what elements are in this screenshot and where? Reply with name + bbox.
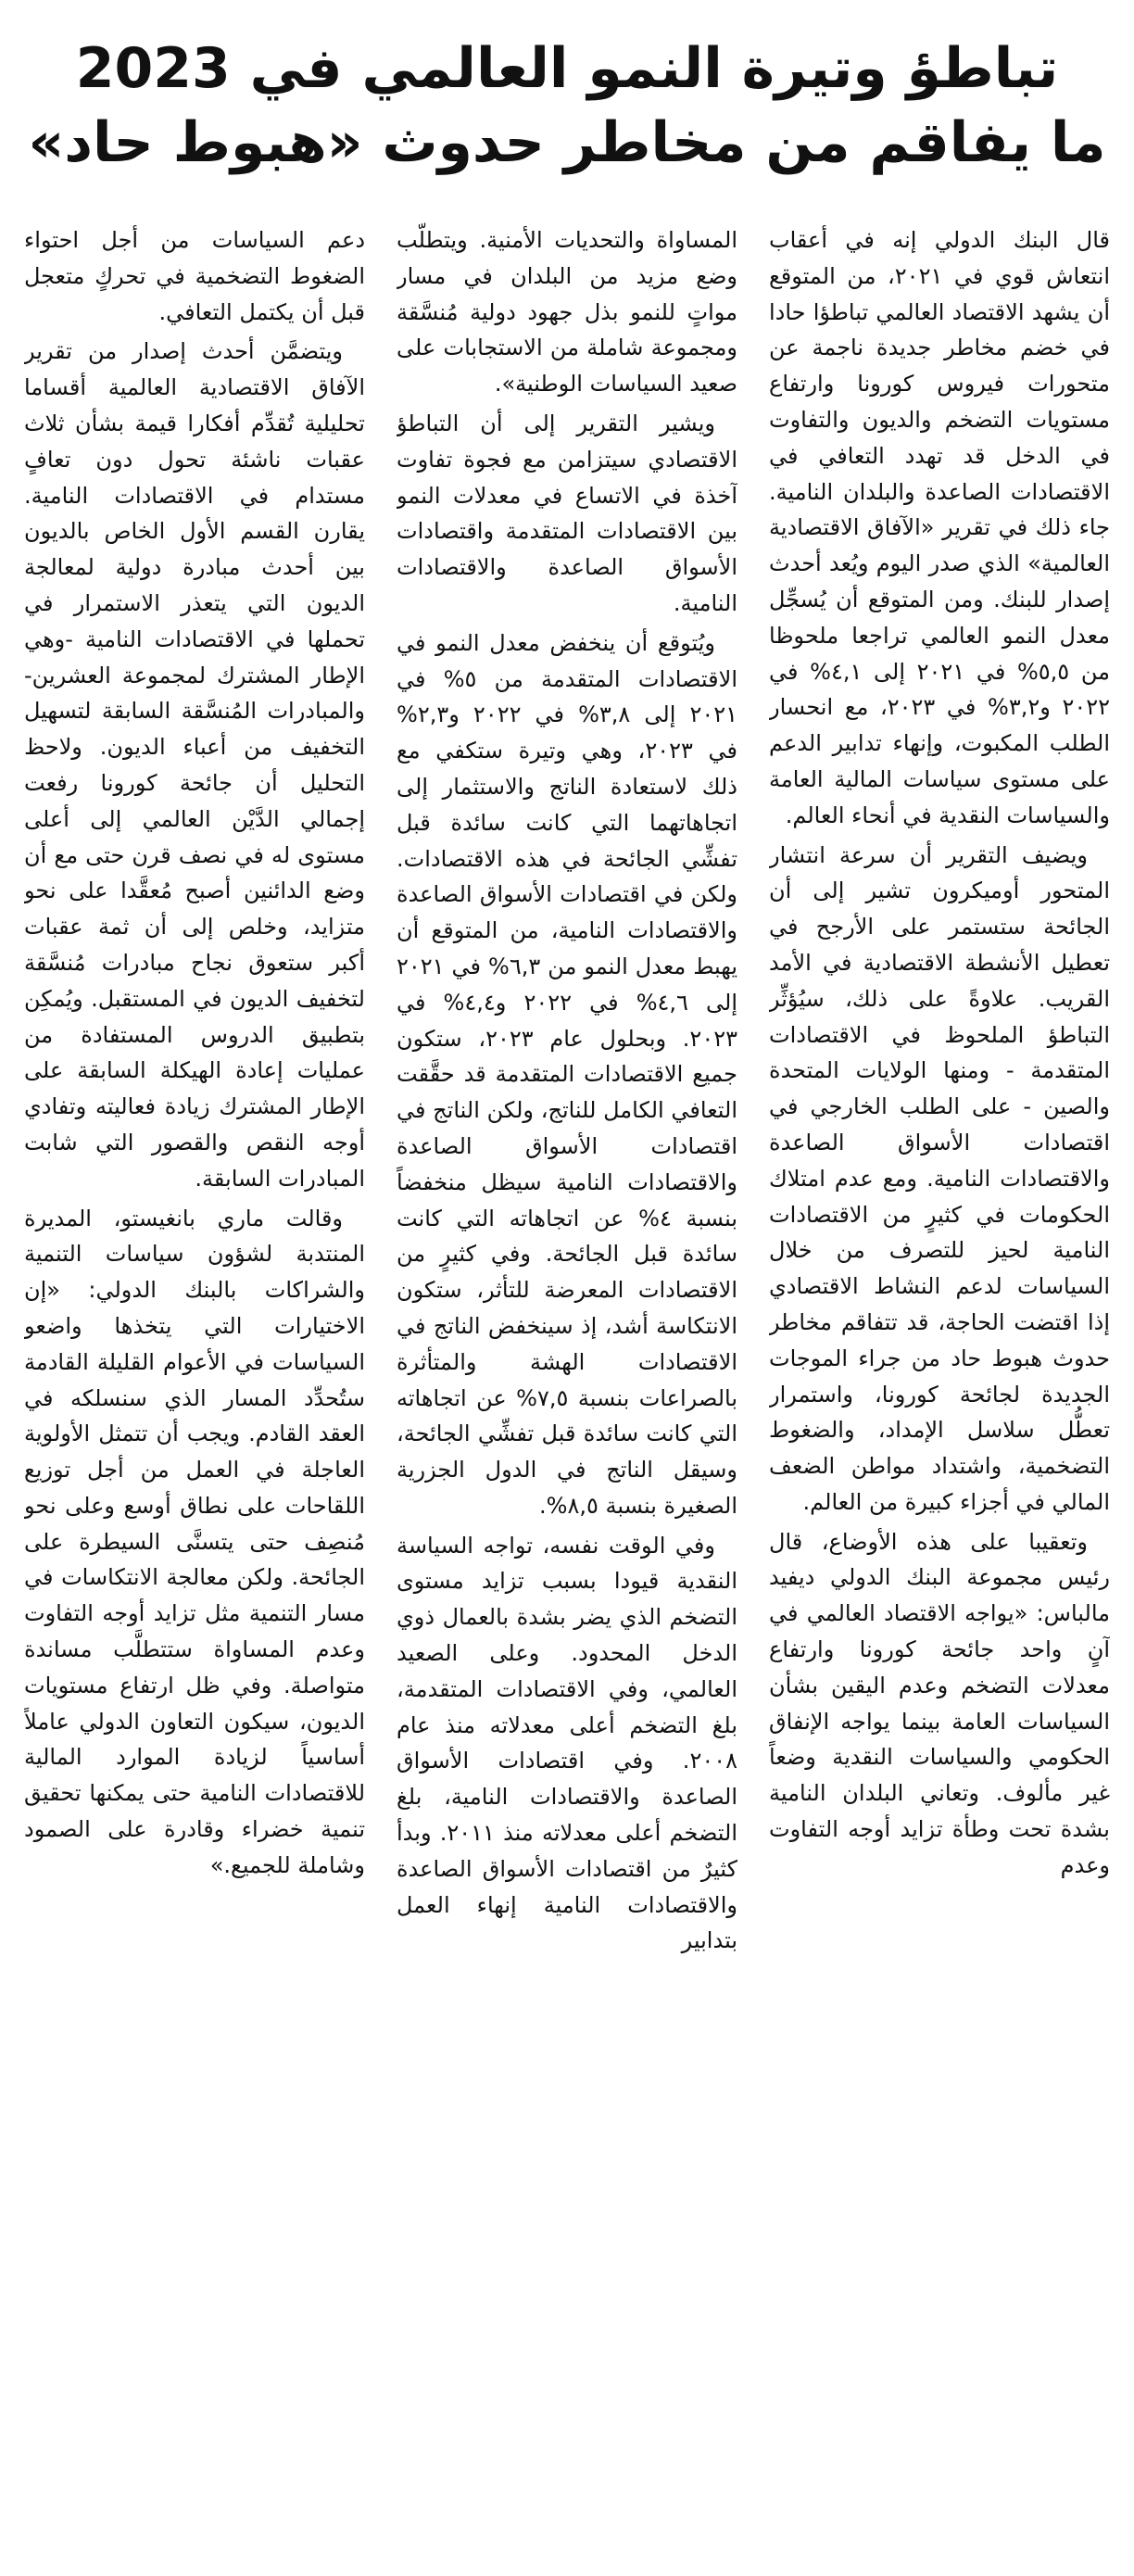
column-left: [24, 222, 365, 2557]
headline-line-1: تباطؤ وتيرة النمو العالمي في 2023: [75, 36, 1059, 101]
paragraph: المساواة والتحديات الأمنية. ويتطلَّب وضع مزيد من البلدان في مسار مواتٍ للنمو بذل جهود دولية مُنسَّقة ومجموعة شاملة من الاستجابات على صعيد السياسات الوطنية».: [397, 227, 737, 398]
column-middle: [397, 222, 737, 2557]
headline-line-2: ما يفاقم من مخاطر حدوث «هبوط حاد»: [28, 110, 1106, 175]
paragraph: ويتضمَّن أحدث إصدار من تقرير الآفاق الاقتصادية العالمية أقساما تحليلية تُقدِّم أفكارا قيمة بشأن ثلاث عقبات ناشئة تحول دون تعافٍ مستدام في الاقتصادات النامية. يقارن القسم الأول الخاص بالديون بين أحدث مبادرة دولية لمعالجة الديون التي يتعذر الاستمرار في تحملها في الاقتصادات النامية -وهي الإطار المشترك لمجموعة العشرين- والمبادرات المُنسَّقة السابقة لتسهيل التخفيف من أعباء الديون. ولاحظ التحليل أن جائحة كورونا رفعت إجمالي الدَّيْن العالمي إلى أعلى مستوى له في نصف قرن حتى مع أن وضع الدائنين أصبح مُعقَّدا على نحو متزايد، وخلص إلى أن ثمة عقبات أكبر ستعوق نجاح مبادرات مُنسَّقة لتخفيف الديون في المستقبل. ويُمكِن بتطبيق الدروس المستفادة من عمليات إعادة الهيكلة السابقة على الإطار المشترك زيادة فعاليته وتفادي أوجه النقص والقصور التي شابت المبادرات السابقة.: [24, 338, 365, 1192]
paragraph: ويشير التقرير إلى أن التباطؤ الاقتصادي سيتزامن مع فجوة تفاوت آخذة في الاتساع في معدلات النمو بين الاقتصادات المتقدمة واقتصادات الأسواق الصاعدة والاقتصادات النامية.: [397, 410, 737, 616]
paragraph: دعم السياسات من أجل احتواء الضغوط التضخمية في تحركٍ متعجل قبل أن يكتمل التعافي.: [24, 227, 365, 325]
article-headline: [24, 0, 1110, 180]
paragraph: وتعقيبا على هذه الأوضاع، قال رئيس مجموعة البنك الدولي ديفيد مالباس: «يواجه الاقتصاد العالمي في آنٍ واحد جائحة كورونا وارتفاع معدلات التضخم وعدم اليقين بشأن السياسات العامة بينما يواجه الإنفاق الحكومي والسياسات النقدية وضعاً غير مألوف. وتعاني البلدان النامية بشدة تحت وطأة تزايد أوجه التفاوت وعدم: [769, 1528, 1110, 1878]
paragraph: قال البنك الدولي إنه في أعقاب انتعاش قوي في ٢٠٢١، من المتوقع أن يشهد الاقتصاد العالمي تباطؤا حادا في خضم مخاطر جديدة ناجمة عن متحورات فيروس كورونا وارتفاع مستويات التضخم والديون والتفاوت في الدخل قد تهدد التعافي في الاقتصادات الصاعدة والبلدان النامية. جاء ذلك في تقرير «الآفاق الاقتصادية العالمية» الذي صدر اليوم ويُعد أحدث إصدار للبنك. ومن المتوقع أن يُسجِّل معدل النمو العالمي تراجعا ملحوظا من ٥,٥% في ٢٠٢١ إلى ٤,١% في ٢٠٢٢ و٣,٢% في ٢٠٢٣، مع انحسار الطلب المكبوت، وإنهاء تدابير الدعم على مستوى سياسات المالية العامة والسياسات النقدية في أنحاء العالم.: [769, 227, 1110, 828]
column-right: [769, 222, 1110, 2557]
paragraph: ويُتوقع أن ينخفض معدل النمو في الاقتصادات المتقدمة من ٥% في ٢٠٢١ إلى ٣,٨% في ٢٠٢٢ و٢,٣% في ٢٠٢٣، وهي وتيرة ستكفي مع ذلك لاستعادة الناتج والاستثمار إلى اتجاهاتهما التي كانت سائدة قبل تفشِّي الجائحة في هذه الاقتصادات. ولكن في اقتصادات الأسواق الصاعدة والاقتصادات النامية، من المتوقع أن يهبط معدل النمو من ٦,٣% في ٢٠٢١ إلى ٤,٦% في ٢٠٢٢ و٤,٤% في ٢٠٢٣. وبحلول عام ٢٠٢٣، ستكون جميع الاقتصادات المتقدمة قد حقَّقت التعافي الكامل للناتج، ولكن الناتج في اقتصادات الأسواق الصاعدة والاقتصادات النامية سيظل منخفضاً بنسبة ٤% عن اتجاهاته التي كانت سائدة قبل الجائحة. وفي كثيرٍ من الاقتصادات المعرضة للتأثر، ستكون الانتكاسة أشد، إذ سينخفض الناتج في الاقتصادات الهشة والمتأثرة بالصراعات بنسبة ٧,٥% عن اتجاهاته التي كانت سائدة قبل تفشِّي الجائحة، وسيقل الناتج في الدول الجزرية الصغيرة بنسبة ٨,٥%.: [397, 629, 737, 1519]
paragraph: ويضيف التقرير أن سرعة انتشار المتحور أوميكرون تشير إلى أن الجائحة ستستمر على الأرجح في تعطيل الأنشطة الاقتصادية في الأمد القريب. علاوةً على ذلك، سيُؤثِّر التباطؤ الملحوظ في الاقتصادات المتقدمة - ومنها الولايات المتحدة والصين - على الطلب الخارجي في اقتصادات الأسواق الصاعدة والاقتصادات النامية. ومع عدم امتلاك الحكومات في كثيرٍ من الاقتصادات النامية لحيز للتصرف من خلال السياسات لدعم النشاط الاقتصادي إذا اقتضت الحاجة، قد تتفاقم مخاطر حدوث هبوط حاد من جراء الموجات الجديدة لجائحة كورونا، واستمرار تعطُّل سلاسل الإمداد، والضغوط التضخمية، واشتداد مواطن الضعف المالي في أجزاء كبيرة من العالم.: [769, 841, 1110, 1515]
paragraph: وفي الوقت نفسه، تواجه السياسة النقدية قيودا بسبب تزايد مستوى التضخم الذي يضر بشدة بالعمال ذوي الدخل المحدود. وعلى الصعيد العالمي، وفي الاقتصادات المتقدمة، بلغ التضخم أعلى معدلاته منذ عام ٢٠٠٨. وفي اقتصادات الأسواق الصاعدة والاقتصادات النامية، بلغ التضخم أعلى معدلاته منذ ٢٠١١. وبدأ كثيرٌ من اقتصادات الأسواق الصاعدة والاقتصادات النامية إنهاء العمل بتدابير: [397, 1532, 737, 1954]
article-body: [24, 222, 1110, 2557]
paragraph: وقالت ماري بانغيستو، المديرة المنتدبة لشؤون سياسات التنمية والشراكات بالبنك الدولي: «إن الاختيارات التي يتخذها واضعو السياسات في الأعوام القليلة القادمة ستُحدِّد المسار الذي سنسلكه في العقد القادم. ويجب أن تتمثل الأولوية العاجلة في العمل من أجل توزيع اللقاحات على نطاق أوسع وعلى نحو مُنصِف حتى يتسنَّى السيطرة على الجائحة. ولكن معالجة الانتكاسات في مسار التنمية مثل تزايد أوجه التفاوت وعدم المساواة ستتطلَّب مساندة متواصلة. وفي ظل ارتفاع مستويات الديون، سيكون التعاون الدولي عاملاً أساسياً لزيادة الموارد المالية للاقتصادات النامية حتى يمكنها تحقيق تنمية خضراء وقادرة على الصمود وشاملة للجميع.»: [24, 1205, 365, 1878]
